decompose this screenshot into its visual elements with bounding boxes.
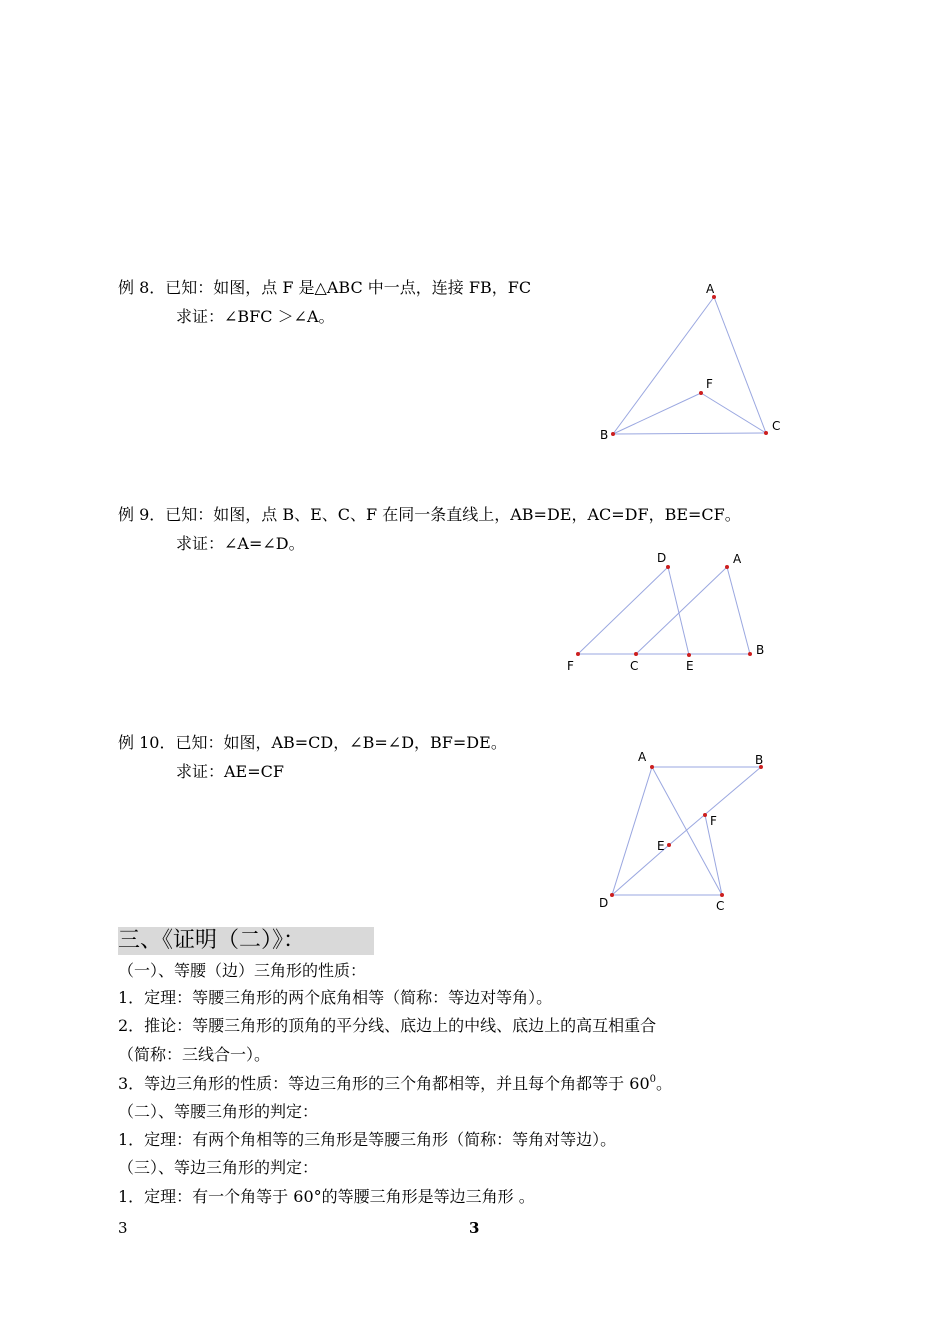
label-D: D <box>599 896 609 910</box>
item-corollary-line2: （简称：三线合一）。 <box>118 1045 271 1064</box>
label-D: D <box>657 551 667 565</box>
segment-AC <box>714 297 766 433</box>
segment-AC <box>652 767 722 895</box>
label-E: E <box>686 659 694 673</box>
label-A: A <box>638 750 647 764</box>
point-A <box>650 765 654 769</box>
segment-AD <box>612 767 652 895</box>
label-B: B <box>756 643 765 657</box>
example8-prove: 求证：∠BFC ＞∠A。 <box>176 307 335 326</box>
item-equilateral-property-text: 3．等边三角形的性质：等边三角形的三个角都相等，并且每个角都等于 60 <box>118 1074 650 1093</box>
item-theorem-1: 1．定理：等腰三角形的两个底角相等（简称：等边对等角）。 <box>118 988 553 1007</box>
item-corollary-line1: 2．推论：等腰三角形的顶角的平分线、底边上的中线、底边上的高互相重合 <box>118 1016 657 1035</box>
segment-AB <box>727 567 750 654</box>
point-C <box>764 431 768 435</box>
segment-BF <box>613 393 701 434</box>
label-A: A <box>706 282 715 296</box>
label-C: C <box>716 899 725 913</box>
segment-FC <box>701 393 766 433</box>
point-F <box>699 391 703 395</box>
item-equilateral-property <box>118 1074 672 1094</box>
item-theorem-2: 1．定理：有两个角相等的三角形是等腰三角形（简称：等角对等边）。 <box>118 1130 617 1149</box>
subsection-2-heading: （二）、等腰三角形的判定： <box>118 1102 319 1121</box>
point-D <box>666 565 670 569</box>
segment-BE <box>669 767 761 845</box>
label-C: C <box>630 659 639 673</box>
label-C: C <box>772 419 781 433</box>
label-B: B <box>755 753 764 767</box>
section-title: 三、《证明（二）》： <box>118 927 374 955</box>
point-E <box>687 653 691 657</box>
point-E <box>667 843 671 847</box>
point-C <box>720 893 724 897</box>
point-B <box>611 432 615 436</box>
label-F: F <box>706 377 713 391</box>
label-F: F <box>710 814 717 828</box>
label-F: F <box>567 659 574 673</box>
segment-CA <box>636 567 727 654</box>
point-C <box>634 652 638 656</box>
point-A <box>725 565 729 569</box>
item-equilateral-property-end: 。 <box>656 1074 673 1093</box>
item-theorem-3: 1．定理：有一个角等于 60°的等腰三角形是等边三角形 。 <box>118 1187 535 1206</box>
page-number-left: 3 <box>118 1219 128 1237</box>
subsection-1-heading: （一）、等腰（边）三角形的性质： <box>118 961 367 980</box>
segment-DE <box>668 567 689 655</box>
segment-FD <box>578 567 668 654</box>
point-D <box>610 893 614 897</box>
subsection-3-heading: （三）、等边三角形的判定： <box>118 1158 319 1177</box>
example9-prove: 求证：∠A=∠D。 <box>176 534 305 553</box>
page-number-center: 3 <box>469 1219 480 1237</box>
example10-prove: 求证：AE=CF <box>176 762 284 781</box>
segment-AB <box>613 297 714 434</box>
label-E: E <box>657 839 665 853</box>
label-B: B <box>600 428 609 442</box>
point-F <box>703 813 707 817</box>
label-A: A <box>733 552 742 566</box>
point-B <box>748 652 752 656</box>
example8-figure <box>590 278 790 448</box>
example8-given: 例 8．已知：如图，点 F 是△ABC 中一点，连接 FB，FC <box>118 278 532 297</box>
point-F <box>576 652 580 656</box>
example10-figure <box>595 745 780 915</box>
example9-figure <box>560 545 780 675</box>
segment-BC <box>613 433 766 434</box>
example9-given: 例 9．已知：如图，点 B、E、C、F 在同一条直线上，AB=DE，AC=DF，BE=CF。 <box>118 505 741 524</box>
degree-superscript: 0 <box>649 1074 657 1085</box>
example10-given: 例 10．已知：如图，AB=CD，∠B=∠D，BF=DE。 <box>118 733 507 752</box>
